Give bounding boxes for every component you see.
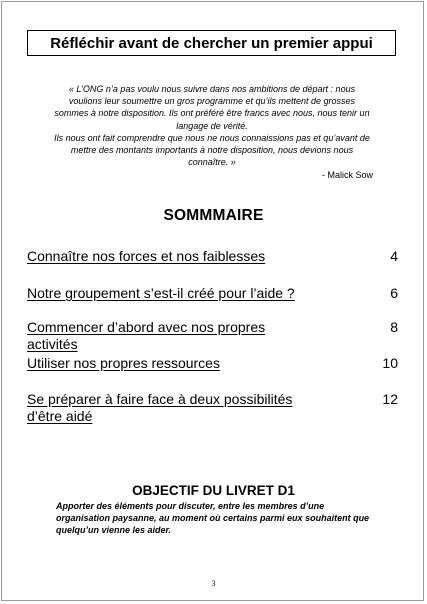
page-title-text: Réfléchir avant de chercher un premier appui: [50, 34, 373, 52]
toc-item-4[interactable]: [27, 355, 398, 372]
toc-item-page: 8: [390, 319, 398, 335]
quote-author: - Malick Sow: [321, 170, 373, 180]
quote-paragraph-1: « L’ONG n’a pas voulu nous suivre dans nos ambitions de départ : nous voulions leur soumettre un gros programme et qu’ils mettent de grosses sommes à notre disposition. Ils ont préféré être francs avec nous, nous tenir un langage de vérité.: [54, 84, 370, 131]
page-number: 3: [211, 579, 216, 588]
page-title: [27, 30, 396, 56]
toc-item-page: 4: [390, 248, 398, 264]
toc-item-1[interactable]: [27, 248, 398, 265]
toc-item-3[interactable]: [27, 319, 398, 353]
objective-text: Apporter des éléments pour discuter, entre les membres d’une organisation paysanne, au moment où certains parmi eux souhaitent que quelqu’un vienne les aider.: [56, 501, 370, 535]
toc-item-label[interactable]: Notre groupement s’est-il créé pour l’aide ?: [27, 285, 295, 301]
toc-item-label[interactable]: Utiliser nos propres ressources: [27, 355, 220, 371]
toc-item-label[interactable]: Commencer d’abord avec nos propres activités: [27, 319, 266, 352]
quote-block: [52, 83, 372, 168]
toc-item-page: 6: [390, 285, 398, 301]
toc-item-page: 10: [382, 355, 398, 371]
toc-heading: SOMMMAIRE: [163, 207, 264, 224]
toc-item-label[interactable]: Se préparer à faire face à deux possibilités d’être aidé: [27, 391, 293, 424]
toc-item-5[interactable]: [27, 391, 398, 425]
quote-paragraph-2: Ils nous ont fait comprendre que nous ne nous connaissions pas et qu’avant de mettre des montants importants à notre disposition, nous devions nous connaître. »: [54, 132, 370, 168]
toc-item-label[interactable]: Connaître nos forces et nos faiblesses: [27, 248, 266, 264]
toc-item-page: 12: [382, 391, 398, 407]
objective-heading: OBJECTIF DU LIVRET D1: [132, 483, 295, 498]
toc-item-2[interactable]: [27, 285, 398, 302]
